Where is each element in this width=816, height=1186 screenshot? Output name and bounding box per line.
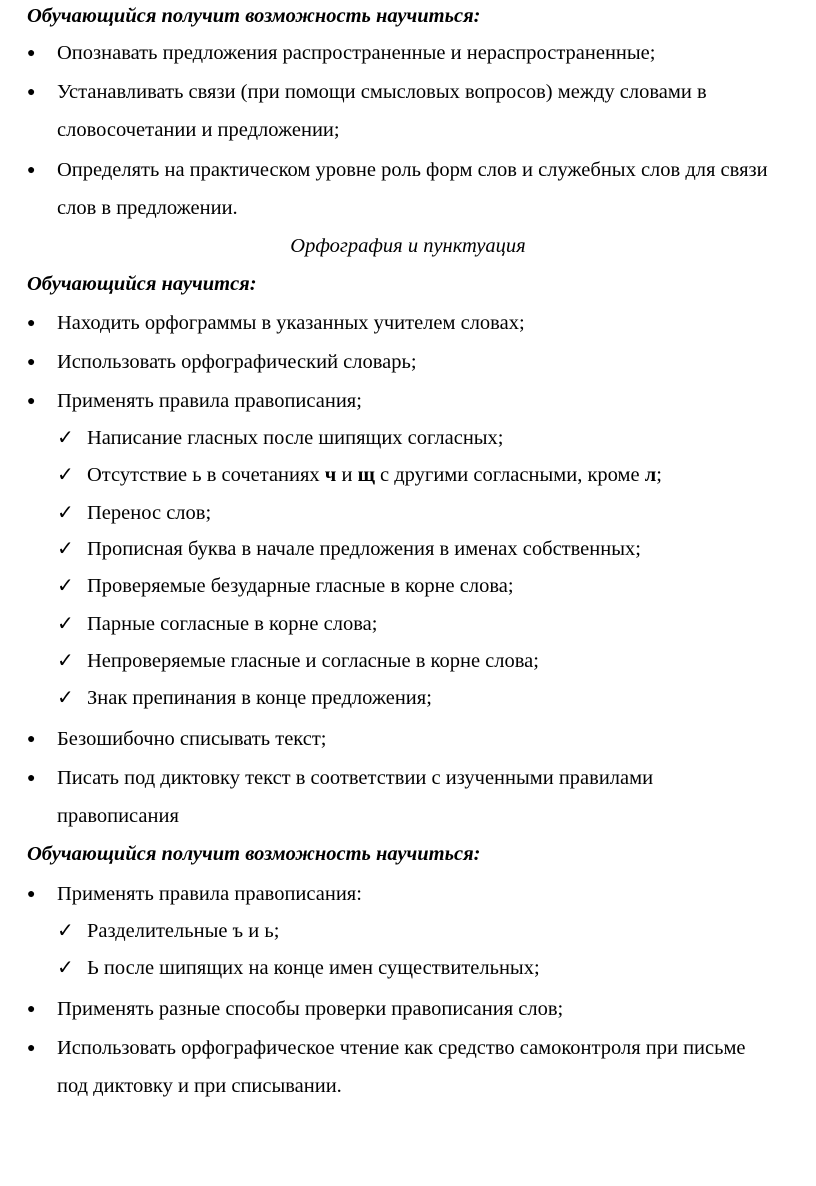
list-item-continuation: под диктовку и при списывании. <box>57 1075 342 1097</box>
checklist-item-text: Непроверяемые гласные и согласные в корне слова; <box>87 650 539 672</box>
checklist-item-text: Проверяемые безударные гласные в корне слова; <box>87 575 514 597</box>
checklist-item-text <box>87 464 662 486</box>
checklist-item <box>57 574 514 598</box>
list-item-continuation: правописания <box>57 805 179 827</box>
list-item <box>27 80 707 107</box>
list-item-text: Использовать орфографическое чтение как средство самоконтроля при письме <box>57 1037 746 1059</box>
bullet-icon: ● <box>27 355 36 370</box>
list-item <box>27 882 362 909</box>
heading-opportunity: Обучающийся получит возможность научиться: <box>27 5 481 27</box>
checklist-item <box>57 426 504 450</box>
list-item-text: Устанавливать связи (при помощи смысловых вопросов) между словами в <box>57 81 707 103</box>
list-item <box>27 727 327 754</box>
checkmark-icon: ✓ <box>57 920 74 942</box>
list-item <box>27 158 768 185</box>
list-item-text: Определять на практическом уровне роль форм слов и служебных слов для связи <box>57 159 768 181</box>
checkmark-icon: ✓ <box>57 650 74 672</box>
list-item-continuation: слов в предложении. <box>57 197 238 219</box>
list-item-text: Применять разные способы проверки правописания слов; <box>57 998 564 1020</box>
list-item <box>27 1036 746 1063</box>
list-item-text: Применять правила правописания; <box>57 390 362 412</box>
bullet-icon: ● <box>27 771 36 786</box>
list-item-text: Опознавать предложения распространенные и нераспространенные; <box>57 42 656 64</box>
checkmark-icon: ✓ <box>57 538 74 560</box>
checklist-item-text: Разделительные ъ и ь; <box>87 920 280 942</box>
checklist-item <box>57 537 641 561</box>
checkmark-icon: ✓ <box>57 502 74 524</box>
bullet-icon: ● <box>27 1002 36 1017</box>
checklist-item <box>57 612 377 636</box>
checklist-item-text: Парные согласные в корне слова; <box>87 613 378 635</box>
checkmark-icon: ✓ <box>57 957 74 979</box>
list-item-text: Безошибочно списывать текст; <box>57 728 327 750</box>
heading-opportunity: Обучающийся получит возможность научиться: <box>27 843 481 865</box>
text-part: Отсутствие ь в сочетаниях <box>87 464 325 486</box>
checkmark-icon: ✓ <box>57 687 74 709</box>
checklist-item <box>57 463 662 487</box>
bullet-icon: ● <box>27 85 36 100</box>
checklist-item-text: Написание гласных после шипящих согласных; <box>87 427 504 449</box>
bold-letter: л <box>644 464 657 486</box>
checkmark-icon: ✓ <box>57 464 74 486</box>
list-item <box>27 389 362 416</box>
bullet-icon: ● <box>27 394 36 409</box>
bullet-icon: ● <box>27 732 36 747</box>
list-item-text: Применять правила правописания: <box>57 883 362 905</box>
checklist-item <box>57 501 211 525</box>
bullet-icon: ● <box>27 1041 36 1056</box>
list-item-text: Использовать орфографический словарь; <box>57 351 417 373</box>
section-title: Орфография и пунктуация <box>290 235 526 257</box>
bullet-icon: ● <box>27 316 36 331</box>
bold-letter: ч <box>324 464 337 486</box>
list-item <box>27 350 417 377</box>
checklist-item-text: Прописная буква в начале предложения в именах собственных; <box>87 538 641 560</box>
checklist-item-text: Ь после шипящих на конце имен существительных; <box>87 957 540 979</box>
bullet-icon: ● <box>27 46 36 61</box>
checklist-item-text: Знак препинания в конце предложения; <box>87 687 432 709</box>
text-part: с другими согласными, кроме <box>374 464 645 486</box>
list-item <box>27 311 525 338</box>
checklist-item <box>57 919 279 943</box>
list-item-continuation: словосочетании и предложении; <box>57 119 340 141</box>
list-item <box>27 41 655 68</box>
list-item-text: Писать под диктовку текст в соответствии с изученными правилами <box>57 767 654 789</box>
list-item-text: Находить орфограммы в указанных учителем словах; <box>57 312 525 334</box>
checkmark-icon: ✓ <box>57 575 74 597</box>
bullet-icon: ● <box>27 163 36 178</box>
text-part: и <box>336 464 358 486</box>
bullet-icon: ● <box>27 887 36 902</box>
bold-letter: щ <box>357 464 375 486</box>
list-item <box>27 766 653 793</box>
checklist-item <box>57 649 539 673</box>
checklist-item <box>57 686 432 710</box>
text-part: ; <box>656 464 662 486</box>
checkmark-icon: ✓ <box>57 427 74 449</box>
checklist-item-text: Перенос слов; <box>87 502 212 524</box>
checklist-item <box>57 956 540 980</box>
heading-will-learn: Обучающийся научится: <box>27 273 257 295</box>
list-item <box>27 997 563 1024</box>
checkmark-icon: ✓ <box>57 613 74 635</box>
